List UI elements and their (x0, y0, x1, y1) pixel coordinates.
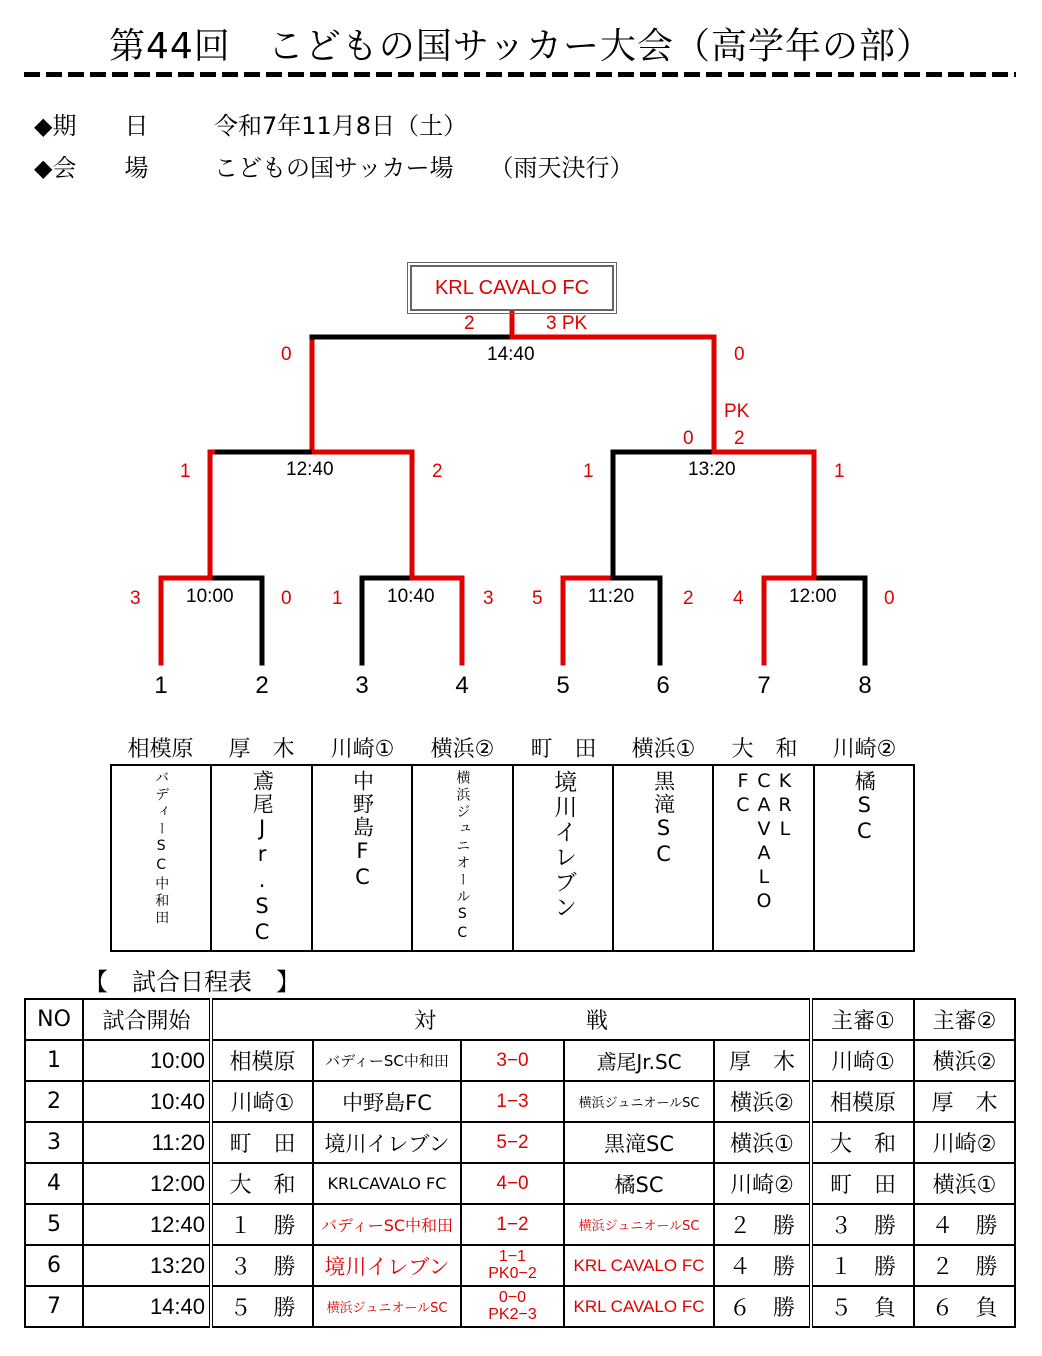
row-score: 5−2 (461, 1122, 564, 1163)
row-ref1: 相模原 (811, 1081, 914, 1122)
row-team1: 中野島FC (313, 1081, 461, 1122)
team-cell-6 (614, 766, 714, 950)
row-time: 14:40 (83, 1286, 211, 1327)
row-ref2: 川崎② (914, 1122, 1015, 1163)
final-pk-right: 2 (734, 428, 745, 449)
table-row (25, 1040, 1015, 1081)
row-region1: 相模原 (211, 1040, 313, 1081)
semi-2-left: 1 (583, 461, 594, 482)
region-8: 川崎② (832, 737, 897, 762)
row-region1: 町 田 (211, 1122, 313, 1163)
row-region2: ６ 勝 (714, 1286, 811, 1327)
slot-5: 5 (556, 672, 570, 699)
row-no: 6 (25, 1245, 83, 1286)
team-name: CAVALO (752, 770, 775, 914)
final-time: 14:40 (487, 344, 535, 365)
row-score: 1−3 (461, 1081, 564, 1122)
final-left-score: 0 (281, 344, 292, 365)
semi-2-time: 13:20 (688, 459, 736, 480)
slot-2: 2 (255, 672, 269, 699)
team-cell-2 (212, 766, 312, 950)
date-value: 令和7年11月8日（土） (214, 112, 468, 140)
row-ref1: 町 田 (811, 1163, 914, 1204)
row-team2: 鳶尾Jr.SC (564, 1040, 714, 1081)
r1-m2-right: 3 (483, 588, 494, 609)
r1-m2-time: 10:40 (387, 586, 435, 607)
r1-m2-left: 1 (332, 588, 343, 609)
row-time: 12:40 (83, 1204, 211, 1245)
slot-6: 6 (656, 672, 670, 699)
team-name: FC (731, 770, 754, 818)
row-ref1: １ 勝 (811, 1245, 914, 1286)
team-name: バディーSC中和田 (153, 770, 170, 927)
row-team1: 境川イレブン (313, 1122, 461, 1163)
table-row (25, 1245, 1015, 1286)
row-region2: 川崎② (714, 1163, 811, 1204)
team-name: 中野島FC (350, 770, 375, 891)
row-team1: KRLCAVALO FC (313, 1163, 461, 1204)
champion-box: KRL CAVALO FC (410, 265, 614, 311)
row-no: 2 (25, 1081, 83, 1122)
r1-m4-right: 0 (884, 588, 895, 609)
slot-4: 4 (455, 672, 469, 699)
row-ref2: ６ 負 (914, 1286, 1015, 1327)
slot-1: 1 (154, 672, 168, 699)
r1-m4-time: 12:00 (789, 586, 837, 607)
region-2: 厚 木 (228, 737, 295, 762)
team-name: 鳶尾Jr.SC (250, 770, 275, 946)
slot-3: 3 (355, 672, 369, 699)
team-cell-5 (514, 766, 614, 950)
final-pk-left: 0 (683, 428, 694, 449)
r1-m3-left: 5 (532, 588, 543, 609)
header-no: NO (25, 999, 83, 1040)
row-score-pk: PK2−3 (488, 1305, 537, 1323)
row-no: 5 (25, 1204, 83, 1245)
row-ref1: ３ 勝 (811, 1204, 914, 1245)
header-vs-2: 戦 (586, 1009, 609, 1034)
team-name: 橘SC (852, 770, 877, 845)
row-ref2: 厚 木 (914, 1081, 1015, 1122)
row-region2: ２ 勝 (714, 1204, 811, 1245)
row-ref2: ２ 勝 (914, 1245, 1015, 1286)
team-name: 境川イレブン (550, 770, 577, 920)
row-region1: 川崎① (211, 1081, 313, 1122)
row-region2: 横浜① (714, 1122, 811, 1163)
row-score-pk: PK0−2 (488, 1264, 537, 1282)
team-cell-1 (112, 766, 212, 950)
slot-8: 8 (858, 672, 872, 699)
region-6: 横浜① (631, 737, 696, 762)
row-team1: 境川イレブン (313, 1245, 461, 1286)
row-ref2: 横浜① (914, 1163, 1015, 1204)
final-pk-label: PK (724, 401, 750, 422)
row-time: 13:20 (83, 1245, 211, 1286)
row-ref1: 川崎① (811, 1040, 914, 1081)
region-3: 川崎① (330, 737, 395, 762)
row-score (461, 1245, 564, 1286)
row-time: 10:00 (83, 1040, 211, 1081)
row-team2: 黒滝SC (564, 1122, 714, 1163)
row-region1: ５ 勝 (211, 1286, 313, 1327)
team-cell-8 (815, 766, 913, 950)
venue-label: ◆会 場 (34, 154, 149, 182)
semi-1-time: 12:40 (286, 459, 334, 480)
r1-m1-time: 10:00 (186, 586, 234, 607)
table-row (25, 1163, 1015, 1204)
final-top-left: 2 (464, 313, 475, 334)
slot-7: 7 (757, 672, 771, 699)
header-ref2: 主審② (914, 999, 1015, 1040)
team-cell-7 (714, 766, 814, 950)
row-region2: ４ 勝 (714, 1245, 811, 1286)
row-team2: 横浜ジュニオールSC (564, 1081, 714, 1122)
row-no: 7 (25, 1286, 83, 1327)
team-name: KRL (773, 770, 796, 842)
header-start: 試合開始 (83, 999, 211, 1040)
row-team2: 橘SC (564, 1163, 714, 1204)
row-no: 1 (25, 1040, 83, 1081)
row-no: 4 (25, 1163, 83, 1204)
row-score-main: 1−1 (498, 1247, 527, 1265)
row-score: 1−2 (461, 1204, 564, 1245)
schedule-table (24, 998, 1016, 1328)
team-name: 黒滝SC (651, 770, 676, 868)
table-row (25, 1286, 1015, 1327)
row-time: 12:00 (83, 1163, 211, 1204)
venue-value: こどもの国サッカー場 （雨天決行） (214, 154, 634, 182)
region-1: 相模原 (127, 737, 194, 762)
row-team2: 横浜ジュニオールSC (564, 1204, 714, 1245)
region-7: 大 和 (731, 737, 798, 762)
page-title: 第44回 こどもの国サッカー大会（高学年の部） (108, 26, 934, 67)
table-row (25, 1204, 1015, 1245)
team-name: 横浜ジュニオールSC (454, 770, 471, 944)
team-cell-4 (413, 766, 513, 950)
semi-2-right: 1 (834, 461, 845, 482)
row-ref2: 横浜② (914, 1040, 1015, 1081)
region-4: 横浜② (430, 737, 495, 762)
row-ref1: 大 和 (811, 1122, 914, 1163)
team-cell-3 (313, 766, 413, 950)
header-ref1: 主審① (811, 999, 914, 1040)
row-ref2: ４ 勝 (914, 1204, 1015, 1245)
schedule-header (25, 999, 1015, 1040)
row-team2: KRL CAVALO FC (564, 1286, 714, 1327)
r1-m3-time: 11:20 (588, 586, 635, 607)
table-row (25, 1081, 1015, 1122)
team-names-table (110, 764, 915, 952)
row-region1: ３ 勝 (211, 1245, 313, 1286)
row-team1: バディーSC中和田 (313, 1204, 461, 1245)
row-score-main: 0−0 (498, 1288, 527, 1306)
row-region1: 大 和 (211, 1163, 313, 1204)
row-time: 10:40 (83, 1081, 211, 1122)
r1-m1-right: 0 (281, 588, 292, 609)
final-top-right: 3 PK (546, 313, 588, 334)
row-score (461, 1286, 564, 1327)
header-vs-1: 対 (413, 1009, 436, 1034)
schedule-label: 【 試合日程表 】 (84, 968, 300, 996)
row-region2: 横浜② (714, 1081, 811, 1122)
table-row (25, 1122, 1015, 1163)
row-score: 3−0 (461, 1040, 564, 1081)
row-ref1: ５ 負 (811, 1286, 914, 1327)
row-time: 11:20 (83, 1122, 211, 1163)
r1-m1-left: 3 (130, 588, 141, 609)
r1-m4-left: 4 (733, 588, 744, 609)
semi-1-left: 1 (180, 461, 191, 482)
row-region2: 厚 木 (714, 1040, 811, 1081)
row-team2: KRL CAVALO FC (564, 1245, 714, 1286)
row-no: 3 (25, 1122, 83, 1163)
header-vs (211, 999, 811, 1040)
row-region1: １ 勝 (211, 1204, 313, 1245)
row-score: 4−0 (461, 1163, 564, 1204)
date-label: ◆期 日 (34, 112, 149, 140)
semi-1-right: 2 (432, 461, 443, 482)
row-team1: 横浜ジュニオールSC (313, 1286, 461, 1327)
final-right-score: 0 (734, 344, 745, 365)
r1-m3-right: 2 (683, 588, 694, 609)
region-5: 町 田 (530, 737, 597, 762)
row-team1: バディーSC中和田 (313, 1040, 461, 1081)
